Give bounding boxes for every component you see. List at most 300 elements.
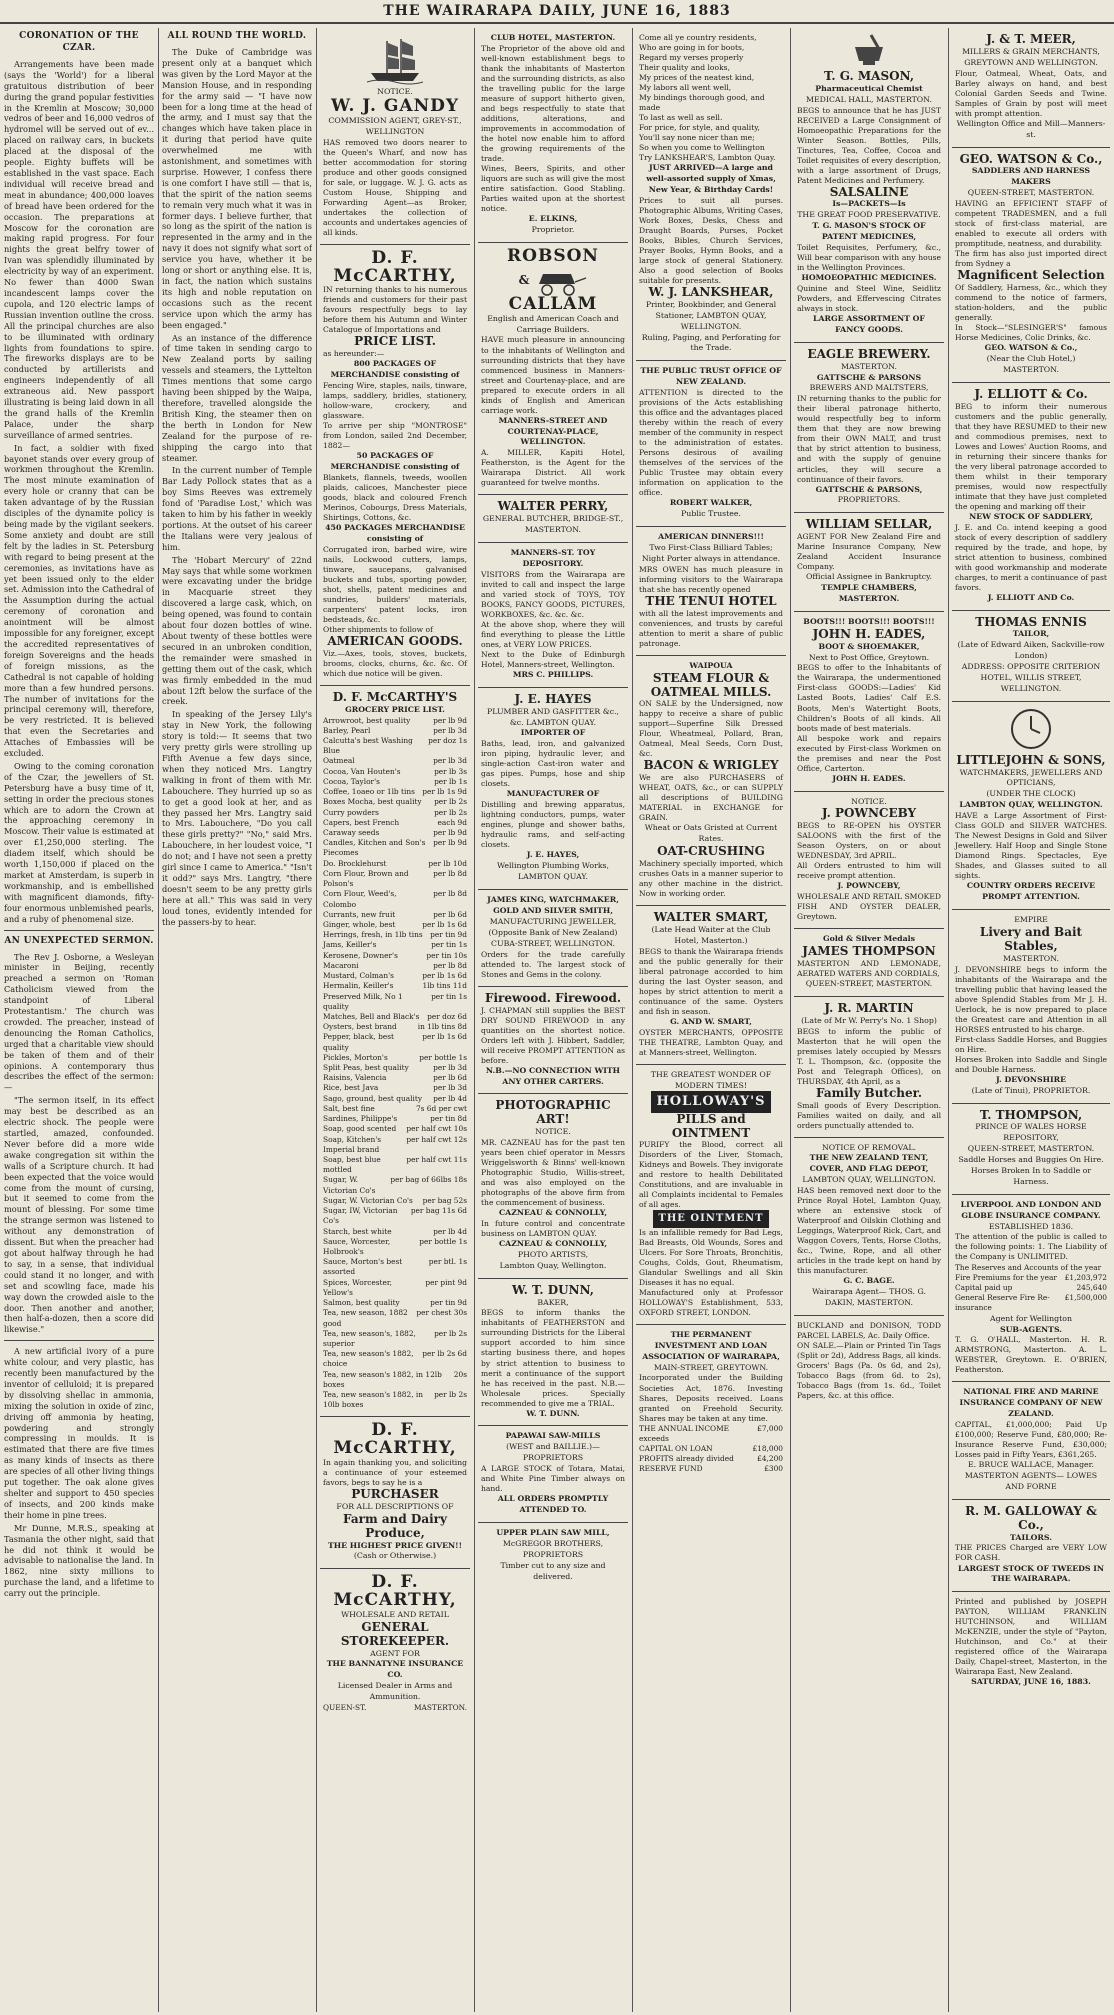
price-row [323,869,467,889]
ad-text: Official Assignee in Bankruptcy. [806,572,932,582]
price-row [323,859,467,869]
row-value: per lb 2s [434,1328,467,1338]
row-label: Tea, new season's 1882, choice [323,1349,414,1369]
row-label: Raisins, Valencia [323,1073,387,1083]
column-4 [478,28,628,2012]
ad-elliott [952,383,1110,611]
article-paragraph: The Rev J. Osborne, a Wesleyan minister in Beijing, recently preached a sermon on 'Roman Catholicism viewed from the standpoint of Liberal Protestantism.' The church was crowded. The preacher, instead of denouncing the Roman Catholics, urged that a charitable view should be taken of them and of their opinions. A contemporary thus describes the effect of the sermon:— [4,951,154,1093]
ad-text: The Proprietor of the above old and well-known establishment begs to thank the inhabitants of Masterton and the surrounding districts, as also the travelling public for the large measure of support hitherto given, and begs respectfully to state that additions, alterations, and improvements in accommodation of the hotel now enable him to afford the growing requirements of the trade. [481,43,625,164]
row-value: per lb 1s 9d [422,787,467,797]
ad-address: QUEEN-STREET, MASTERTON. [805,979,933,988]
ad-text: Prices to suit all purses. Photographic Albums, Writing Cases, Work Boxes, Desks, Chess and Draught Boards, Purses, Pocket Books, Bibles, Church Services, Prayer Books, Hymn Books, and a large stock of general Stationery. Also a good selection of Books suitable for presents. [639,195,783,286]
masthead [0,2,1114,24]
price-row [323,756,467,766]
ad-address: QUEEN-ST. MASTERTON. [323,1703,467,1713]
ad-text: CAPITAL, £1,000,000; Paid Up £100,000; Reserve Fund, £80,000; Re-Insurance Reserve Fund, £30,000; Losses paid in Fifty Years, £361,265. [955,1420,1107,1460]
row-value: per lb 2s [434,807,467,817]
column-rule [474,28,475,2012]
row-label: Pepper, black, best quality [323,1032,394,1052]
row-value: per lb 9d [433,838,467,848]
price-row [639,1454,783,1464]
row-label: Capital paid up [955,1282,1013,1292]
price-row [323,920,467,930]
ad-meer [952,28,1110,148]
ad-text: BEGS to inform the public of Masterton that he will open the premises lately occupied by Messrs T. L. Thompson, &c. (opposite the Post and Telegraph Offices), on THURSDAY, 4th April, as a [797,1026,941,1086]
ad-title: JAMES THOMPSON [802,944,936,959]
ad-text: Agent for Wellington [990,1313,1072,1323]
row-label: Kerosene, Downer's [323,950,398,960]
ad-eagle-brewery [794,343,944,513]
ad-lankshear [636,28,786,361]
row-label: Herrings, fresh, in 1lb tins [323,930,423,940]
row-label: Spices, Worcester, Yellow's [323,1277,392,1297]
ad-subheading: TAILOR, [1012,629,1050,639]
ad-on-sale [794,1316,944,1407]
ad-signature: J. DEVONSHIRE [995,1074,1067,1084]
price-row [323,1083,467,1093]
ad-james-king [478,890,628,987]
price-row [323,930,467,940]
ad-address: MEDICAL HALL, MASTERTON. [806,94,932,104]
ad-text: Flour, Oatmeal, Wheat, Oats, and Barley always on hand, and best Colonial Garden Seeds and Twine. Samples of Grain by post will meet with prompt attention. [955,68,1107,118]
row-value: per lb 2s 6d [422,1349,467,1359]
ad-text: HAVE much pleasure in announcing to the inhabitants of Wellington and surrounding districts that they have commenced business in Manners-street and Courtenay-place, and are prepared to execute orders in all kinds of English and American carriage work. [481,335,625,415]
divider [4,1340,154,1341]
ad-address: MASTERTON. [1003,953,1059,963]
ad-text: FOR ALL DESCRIPTIONS OF [336,1502,454,1512]
row-value: per tin 9d [430,1298,467,1308]
row-value: per lb 4d [433,1226,467,1236]
ad-address: MANNERS-STREET AND COURTENAY-PLACE, WELLINGTON. [498,415,608,447]
article-heading: CORONATION OF THE CZAR. [19,31,139,53]
mortar-pestle-icon [849,33,889,67]
sailing-ship-illustration [365,35,425,85]
ad-text: Fencing Wire, staples, nails, tinware, lamps, saddlery, bridles, stationery, hollow-ware, crockery, and glassware. [323,381,467,421]
ad-subheading: BAKER, [537,1297,569,1307]
ad-signature: JOHN H. EADES. [832,773,906,783]
ad-text: Two First-Class Billiard Tables; Night Porter always in attendance. [641,543,781,563]
ad-text: LARGEST STOCK OF TWEEDS IN THE WAIRARAPA. [957,1563,1105,1584]
row-value: £300 [764,1464,783,1474]
ad-text: A. MILLER, Kapiti Hotel, Featherston, is the Agent for the Wairarapa District. All work guaranteed for twelve months. [481,448,625,488]
row-label: Soap, best blue mottled [323,1155,381,1175]
ad-signature: J. POWNCEBY, [837,881,901,891]
row-label: Oatmeal [323,756,355,766]
price-row [323,1073,467,1083]
row-value: £18,000 [752,1444,783,1453]
ad-text: IN returning thanks to his numerous friends and customers for their past favours respectfully begs to lay before them his Autumn and Winter Catalogue of Importations and [323,285,467,335]
ad-papawai [478,1426,628,1523]
article-paragraph: Mr Dunne, M.R.S., speaking at Tasmania the other night, said that he did not think it would be advisable to nationalise the land. In 1862, nine sixty millions to purchase the land, and a lifetime to carry out the principle. [4,1522,154,1599]
ad-title: LIVERPOOL AND LONDON AND GLOBE INSURANCE COMPANY. [960,1199,1102,1220]
row-value: per tin 1s [431,940,467,950]
row-label: Sauce, Morton's best assorted [323,1257,403,1277]
price-row [323,818,467,828]
ad-text: THE GREAT FOOD PRESERVATIVE. [797,210,941,220]
ad-title: D. F. McCARTHY'S [332,689,458,704]
ad-text: Manufactured only at Professor HOLLOWAY'S Establishment, 533, OXFORD STREET, LONDON. [639,1287,783,1317]
row-label: Sardines, Philippe's [323,1114,398,1124]
row-value: £1,203,972 [1064,1272,1107,1282]
article-paragraph: A new artificial ivory of a pure white colour, and very plastic, has recently been manufactured by the inventor of celluloid; it is prepared by dissolving shellac in ammonia, mixing the solution in oxide of zinc, driving off ammonia by heating, powdering and strongly compressing in moulds. It is estimated that there are five times as many kinds of insects as there are species of all other living things put together. The oak alone gives shelter and support to 450 species of insects, and 200 kinds make their home in pine trees. [4,1346,154,1520]
row-label: Sauce, Worcester, Holbrook's [323,1236,391,1256]
ad-subheading: Pharmaceutical Chemist [815,83,923,93]
ad-photographic [478,1094,628,1278]
row-label: Sugar, W. Victorian Co's [323,1175,376,1195]
price-row [323,1135,467,1155]
ad-text: OYSTER MERCHANTS, OPPOSITE THE THEATRE, Lambton Quay, and at Manners-street, Wellington. [639,1027,783,1057]
ad-text: BEGS to RE-OPEN his OYSTER SALOONS with the first of the Season Oysters, on or about WEDNESDAY, 3rd APRIL. [797,821,941,861]
ad-thompson-aerated [794,929,944,997]
ad-signature: G. C. BAGE. [843,1276,895,1286]
ad-signature: ROBERT WALKER, [669,498,753,508]
ad-title: WALTER PERRY, [497,499,609,514]
ad-title: STEAM FLOUR & OATMEAL MILLS. [650,670,772,699]
ad-address: COMMISSION AGENT, GREY-ST., WELLINGTON [328,115,462,136]
ad-signature: GATTSCHE & PARSONS, [815,484,923,494]
article-heading: AN UNEXPECTED SERMON. [4,935,154,946]
ad-subheading: THE GREATEST WONDER OF MODERN TIMES! [650,1069,772,1090]
ad-sellar [794,513,944,612]
ad-hayes [478,688,628,890]
ad-text: Incorporated under the Building Societies Act, 1876. Investing Shares, Deposits received. Loans granted on Freehold Security. Shares may be taken at any time. [639,1373,783,1423]
ad-text: (UNDER THE CLOCK) [986,789,1076,799]
ad-address: Wellington Office and Mill—Manners-st. [956,118,1106,139]
column-3 [320,28,470,2012]
ad-subheading: JUST ARRIVED—A large and well-assorted supply of Xmas, New Year, & Birthday Cards! [646,163,776,195]
price-row [323,951,467,961]
ad-text: PURIFY the Blood, correct all Disorders of the Liver, Stomach, Kidneys and Bowels. They invigorate and restore to health Debilitated Constitutions, and are invaluable in all Complaints incidental to Females of all ages. [639,1140,783,1210]
ad-title: ROBSON [507,245,599,266]
ad-text: (Cash or Otherwise.) [353,1551,437,1561]
row-label: Tea, new season, 1882 good [323,1308,408,1328]
ad-subheading: GATTSCHE & PARSONS [816,372,922,382]
ad-title: W. J. LANKSHEAR, [648,285,774,300]
ad-text: T. G. O'HALL, Masterton. H. R. ARMSTRONG, Masterton. A. L. WEBSTER, Greytown. E. O'BRIEN, Featherston. [955,1335,1107,1375]
ad-subheading: IMPORTER OF [520,728,586,738]
ad-title: EAGLE BREWERY. [807,346,931,361]
row-value: 245,640 [1076,1282,1107,1292]
row-value: per pint 9d [425,1277,467,1287]
column-5 [636,28,786,2012]
ad-t-thompson [952,1104,1110,1195]
row-value: per doz 6d [427,1011,467,1021]
ad-martin-butcher [794,997,944,1138]
ad-text: In again thanking you, and soliciting a continuance of your esteemed favors, begs to say he is a [323,1458,467,1488]
price-row [323,1257,467,1277]
ad-subheading: 800 PACKAGES OF MERCHANDISE consisting of [330,359,460,380]
ad-text: Ruling, Paging, and Perforating for the Trade. [641,332,781,353]
row-value: per lb 6d [433,1073,467,1083]
ad-title: PILLS and OINTMENT [671,1111,751,1140]
row-label: Matches, Bell and Black's [323,1011,420,1021]
row-value: per chest 30s [416,1308,467,1318]
price-row [323,808,467,818]
row-label: RESERVE FUND [639,1464,703,1474]
ad-text: Corrugated iron, barbed wire, wire nails, Lockwood cutters, lamps, tinware, saucepans, galvanised buckets and tubs, sporting powder, shot, shells, patent medicines and sundries, builders' materials, carpenters' patent locks, iron bedsteads, &c. [323,544,467,625]
ad-text: MASTERTON AGENTS— LOWES AND FORNE [964,1471,1098,1492]
ad-text: BEGS to offer to the Inhabitants of the Wairarapa, the undermentioned First-class GOODS:—Ladies' Kid Lasted Boots, Ladies' Calf E.S. Boots, Men's Watertight Boots, Children's Boots of all kinds. All boots made of best materials. [797,663,941,733]
column-rule [790,28,791,2012]
row-label: Soap, Kitchen's Imperial brand [323,1134,382,1154]
carriage-illustration-row [481,266,625,296]
row-label: Rice, best Java [323,1083,379,1093]
row-value: £7,000 [757,1423,783,1433]
ad-subheading: MANUFACTURER OF [506,789,600,799]
ad-title: Firewood. Firewood. [484,990,622,1005]
ad-subheading: Farm and Dairy Produce, [343,1511,447,1540]
ad-title: J. ELLIOTT & Co. [974,386,1088,401]
price-row [323,1390,467,1410]
ad-banner: BOOTS!!! BOOTS!!! BOOTS!!! [803,616,935,626]
row-label: Mustard, Colman's [323,971,394,981]
ad-walter-smart [636,906,786,1065]
ad-text: The firm has also just imported direct from Sydney a [955,249,1107,269]
row-label: Curry powders [323,807,379,817]
ad-subheading: NOTICE. [851,796,887,806]
ad-title: CALLAM [508,293,598,314]
row-value: per lb 1s [434,776,467,786]
ad-text: COUNTRY ORDERS RECEIVE PROMPT ATTENTION. [966,881,1096,902]
ad-text: Toilet Requisites, Perfumery, &c., Will bear comparison with any house in the Wellington Provinces. [797,243,941,273]
ad-mccarthy [320,245,470,686]
row-value: per btl. 1s [428,1257,467,1267]
row-value: £1,500,000 [1064,1293,1107,1303]
ad-text: Licensed Dealer in Arms and Ammunition. [337,1681,453,1702]
ad-subheading: 450 PACKAGES MERCHANDISE consisting of [325,523,465,544]
row-label: Starch, best white [323,1226,392,1236]
ad-text: BUCKLAND and DONISON, TODD PARCEL LABELS, Ac. Daily Office. [797,1321,941,1341]
price-row [323,1278,467,1298]
ad-text: J. CHAPMAN still supplies the BEST DRY SOUND FIREWOOD in any quantities on the shortest notice. Orders left with J. Hibbert, Saddler, will receive PROMPT ATTENTION as before. [481,1005,625,1065]
article-paragraph: "The sermon itself, in its effect may best be described as an electric shock. The people were startled, amazed, confounded. Never before did a more wide awake congregation sit within the walls of a Scripture church. It had been expected that the voice would come from the mount of cursing, but it seemed to come from the mount of blessing. For some time the strange sermon was listened to without any demonstration of dissent. But when the preacher had got about halfway through he had to say, in a sense, that individual could stand it no longer, and with set and scowling face, made his way down the crowded aisle to the door. Then another and another, then half-a-dozen, then a score did likewise." [4,1095,154,1335]
ad-address: LAMBTON QUAY, WELLINGTON. [802,1175,936,1185]
ad-littlejohn [952,702,1110,910]
ad-subheading: AMERICAN GOODS. [327,634,463,649]
column-2 [162,28,312,2012]
ad-subheading: (Late of Mr W. Perry's No. 1 Shop) [801,1015,937,1025]
ad-address: MAIN-STREET, GREYTOWN. [653,1362,769,1372]
ad-text: AGENT FOR [370,1648,420,1658]
article-paragraph: The Duke of Cambridge was present only at a banquet which was given by the Lord Mayor at the Mansion House, and in responding for the army said — "I have now been for a long time at the head of the army, and I must say that the changes which have taken place in it during that period have quite overwhelmed me with astonishment, and sometimes with surprise. However, I confess there is one comfort I have still — that is, that the spirit of the nation seems to remain very much what it was in former days. I believe further, that so long as the spirit of the nation is represented in the army and in the navy it does not signify what sort of service you have, whether it be long or short or anything else. It is, in fact, the nation which sustains its high and noble reputation on occasions such as the recent service upon which the army has been engaged." [162,46,312,330]
ad-subheading: Family Butcher. [815,1085,923,1100]
ad-text: Wheat or Oats Gristed at Current Rates. [644,823,778,844]
financial-summary [639,1424,783,1475]
ad-title: THE TENUI HOTEL [645,593,777,608]
ad-title: T. G. MASON, [823,68,914,83]
price-row [323,961,467,971]
ad-title: THE NEW ZEALAND TENT, COVER, AND FLAG DEPOT, [809,1153,929,1174]
price-row [323,838,467,858]
article-paragraph: As an instance of the difference of time taken in sending cargo to New Zealand ports by sailing vessels and steamers, the Lyttelton Times mentions that some cargo having been shipped by the Waipa, therefore, travelled alongside the British King, the steamer then on the berth in London for New Zealand for the purpose of re-shipping the cargo into that steamer. [162,332,312,463]
ad-title: W. T. DUNN, [512,1282,594,1297]
ad-text: HAS removed two doors nearer to the Queen's Wharf, and now has better accommodation for storing produce and other goods consigned for sale, or luggage. W. J. G. acts as Custom House, Shipping and Forwarding Agent—as Broker, undertakes the collection of accounts and undertakes agencies of all kinds. [323,137,467,237]
row-label: Capers, best French [323,817,400,827]
price-row [323,1124,467,1134]
price-row [323,716,467,726]
divider [4,930,154,931]
ad-text: We are also PURCHASERS of WHEAT, OATS, &c., or can SUPPLY all descriptions of BUILDING MATERIAL in EXCHANGE for GRAIN. [639,773,783,823]
ad-subheading: HOMOEOPATHIC MEDICINES. [801,273,937,283]
price-row [323,1308,467,1328]
ad-subheading: LARGE ASSORTMENT OF FANCY GOODS. [813,314,925,334]
ad-subheading: Magnificent Selection [957,268,1105,283]
row-label: Cocoa, Taylor's [323,776,380,786]
ad-text: Horses Broken into Saddle and Single and Double Harness. [955,1054,1107,1074]
ad-subheading: EMPIRE [1014,915,1048,925]
row-label: Soap, good scented [323,1124,397,1134]
row-value: each 9d [437,817,467,827]
row-label: Tea, new season's, 1882, superior [323,1328,416,1348]
row-label: Corn Flour, Weed's, Colombo [323,889,397,909]
ad-firewood [478,987,628,1095]
grocery-price-list [323,716,467,1411]
price-row [639,1424,783,1444]
ad-subheading: SADDLERS AND HARNESS MAKERS [971,166,1091,187]
ad-text: N.B.—NO CONNECTION WITH ANY OTHER CARTERS. [485,1065,621,1086]
price-row [323,1012,467,1022]
ad-club-hotel [478,28,628,243]
row-value: per bottle 1s [419,1236,467,1246]
row-label: Jams, Keiller's [323,940,377,950]
price-row [955,1293,1107,1313]
ad-subheading: (Late Head Waiter at the Club Hotel, Masterton.) [651,924,771,945]
ad-role: Proprietor. [531,225,575,235]
row-label: Macaroni [323,960,359,970]
ad-title: WALTER SMART, [653,909,769,924]
price-row [323,726,467,736]
financial-summary [955,1263,1107,1314]
ad-role: PROPRIETORS. [837,495,901,505]
ad-public-trust [636,361,786,527]
ad-text: Blankets, flannels, tweeds, woollen plaids, calicoes, Manchester piece goods, black and coloured French Merinos, Cobourgs, Dress Materials, Shirtings, Cottons, &c. [323,473,467,523]
ad-subheading: CAZNEAU & CONNOLLY, [498,1208,608,1218]
ad-subheading: SUB-AGENTS. [999,1324,1063,1334]
ad-text: HAVING an EFFICIENT STAFF of competent TRADESMEN, and a full stock of first-class material, are enabled to execute all orders with promptitude, neatness, and durability. [955,199,1107,249]
ad-subheading: English and American Coach and Carriage Builders. [487,313,619,334]
ad-banner: HOLLOWAY'S [651,1091,770,1112]
ad-text: WHOLESALE AND RETAIL [341,1610,449,1620]
ad-permanent-investment [636,1325,786,1481]
ad-subheading: BOOT & SHOEMAKER, [818,641,920,651]
price-row [323,1196,467,1206]
row-label: Boxes Mocha, best quality [323,797,422,807]
row-value: per lb 1s 6d [422,919,467,929]
price-row [955,1283,1107,1293]
row-label: Preserved Milk, No 1 quality [323,991,403,1011]
price-row [955,1273,1107,1283]
carriage-icon [535,266,587,296]
ad-text: BEG to inform their numerous customers and the public generally, that they have RESUMED to their new and commodious premises, next to Lowes and Lowes' Auction Rooms, and in returning their sincere thanks for the very liberal patronage accorded to them whilst in their temporary premises, would now respectfully intimate that they have just completed the opening and marking off their [955,401,1107,511]
row-value: per half cwt 11s [406,1155,467,1165]
ad-toy-depository [478,543,628,688]
ad-subheading: ESTABLISHED 1836. [988,1221,1074,1231]
price-row [639,1444,783,1454]
ad-text: J. E. and Co. intend keeping a good stock of every description of saddlery required by the trade, and hope, by strict attention to business, combined with good workmanship and moderate charges, to merit a continuance of past favors. [955,522,1107,592]
ad-subheading: PRINCE OF WALES HORSE REPOSITORY, [975,1122,1087,1143]
price-row [323,797,467,807]
ad-address: Lambton Quay, Wellington. [499,1260,607,1270]
ad-text: Other shipments to follow of [323,625,433,635]
ad-text: Next to the Duke of Edinburgh Hotel, Manners-street, Wellington. [481,649,625,669]
ad-text: Orders for the trade carefully attended to. The largest stock of Stones and Gems in the colony. [481,949,625,979]
price-row [323,1175,467,1195]
price-row [323,1114,467,1124]
ad-text: (Near the Club Hotel,) [986,353,1076,363]
ad-subheading: PRICE LIST. [354,334,436,349]
ad-text: Baths, lead, iron, and galvanized iron piping, hydraulic lever, and single-action Cast-iron water and gas pipes. Pumps, hose and ship closets. [481,739,625,789]
ad-text: The attention of the public is called to the following points: 1. The Liability of the Company is UNLIMITED. [955,1232,1107,1262]
row-value: per lb 3d [433,1063,467,1073]
price-row [323,889,467,909]
ad-mccarthy-store [320,1569,470,1719]
price-row [323,767,467,777]
ad-text: ALL ORDERS PROMPTLY ATTENDED TO. [497,1494,609,1515]
ad-text: Horses Broken In to Saddle or Harness. [970,1165,1092,1186]
ad-title: NATIONAL FIRE AND MARINE INSURANCE COMPANY OF NEW ZEALAND. [959,1387,1103,1419]
ad-text: VISITORS from the Wairarapa are invited to call and inspect the large and varied stock of TOYS, TOY BOOKS, FANCY GOODS, PICTURES, WORKBOXES, &c. &c. &c. [481,569,625,619]
ad-subheading: WATCHMAKERS, JEWELLERS AND OPTICIANS, [959,767,1103,788]
ad-text: In future control and concentrate business on LAMBTON QUAY. [481,1218,625,1238]
ad-subheading: PURCHASER [351,1487,439,1502]
ad-text: A LARGE STOCK of Totara, Matai, and White Pine Timber always on hand. [481,1464,625,1494]
ad-text: BREWERS AND MALTSTERS, [809,383,929,393]
ad-address: TEMPLE CHAMBERS, MASTERTON. [821,583,917,604]
row-label: Ginger, whole, best [323,919,396,929]
newspaper-title: THE WAIRARAPA DAILY, JUNE 16, 1883 [383,3,731,19]
ad-address: WELLINGTON. [1000,683,1062,693]
row-value: per tin 10s [426,950,467,960]
row-label: Coffee, 1oaeo or 1lb tins [323,787,415,797]
price-row [323,1032,467,1052]
ad-text: ON SALE by the Undersigned, now happy to receive a share of public support—Superfine Silk Dressed Flour, Wheatmeal, Pollard, Bran, Oatmeal, Meal Seeds, Corn Dust, &c. [639,699,783,759]
row-value: per lb 8d [433,889,467,899]
price-row [639,1464,783,1474]
ad-subheading: 50 PACKAGES OF MERCHANDISE consisting of [330,451,460,472]
article-paragraph: In fact, a soldier with fixed bayonet stands over every group of workmen throughout the Kremlin. The most minute examination of every hole or cranny that can be taken advantage of by the Russian disciples of the dynamite policy is being made by the vigilant seekers. Some anxiety and doubt are still felt by the ladies in St. Petersburg with regard to being present at the ceremonies, as invitations have as yet been issued only to the elder set. Admission into the Cathedral of the Assumption during the actual ceremony of coronation and anointment will be almost impossible for any foreigner, except the accredited representatives of foreign Sovereigns and the heads of foreign missions, as the Cathedral is not capable of holding more than a few hundred persons. The number of invitations for the principal ceremony will, therefore, be very restricted. It is believed that even the Secretaries and Attaches of Embassies will be excluded. [4,442,154,759]
ad-text: MR. CAZNEAU has for the past ten years been chief operator in Messrs Wriggelsworth & Binns' well-known Photographic Studio, Willis-street, and was also employed on the photographs of the above firm from the commencement of business. [481,1137,625,1208]
ad-subheading: PLUMBER AND GASFITTER &c., &c. LAMBTON QUAY. [486,706,620,727]
row-label: Cocoa, Van Houten's [323,766,401,776]
ad-address: LAMBTON QUAY, WELLINGTON. [959,800,1103,810]
row-value: 1lb tins 11d [422,981,467,991]
article-paragraph: Arrangements have been made (says the 'World') for a liberal gratuitous distribution of beer during the grand popular festivities in the Kremlin at Moscow; 30,000 vedros of beer and 16,000 vedros of hydromel will be served out of ev... placed on railway cars, in buckets placed at the disposal of the people. Eighty buffets will be established in the vast space. Each individual will receive bread and meat in abundance; 400,000 loaves of bread have been ordered for the occasion. The preparations at Moscow for the coronation are making rapid progress. For four nights the great belfry tower of Ivan was splendidly illuminated by electricity by way of an experiment. No fewer than 4000 Swan incandescent lamps cover the cupola, and 120 electric lamps of Russian invention outline the cross. All the principal churches are also to be illuminated with ordinary lights from foundations to spire. The fireworks displays are to be conducted by artillerists and engineers independently of all extraneous aid. New passport illustrating is being laid down in all the grand halls of the Kremlin Palace, under the sharp surveillance of armed sentries. [4,58,154,440]
imprint [952,1592,1110,1694]
ad-signature: CAZNEAU & CONNOLLY, [498,1239,608,1248]
price-row [323,1063,467,1073]
row-label: General Reserve Fire Re-insurance [955,1293,1050,1313]
row-label: Currants, new fruit [323,909,396,919]
ad-text: Timber cut to any size and delivered. [500,1560,606,1581]
row-value: per tin 1s [431,991,467,1001]
price-row [323,992,467,1012]
ad-subheading: GROCERY PRICE LIST. [345,704,445,714]
ad-text: Is—PACKETS—Is [832,199,906,209]
ad-title: WILLIAM SELLAR, [805,517,933,532]
imprint-date: SATURDAY, JUNE 16, 1883. [971,1677,1091,1687]
column-rule [632,28,633,2012]
article-paragraph: In speaking of the Jersey Lily's stay in New York, the following story is told:— It seems that two very pretty girls were strolling up Fifth Avenue a few days since, when they noticed Mrs. Langtry walking in front of them with Mr. Labouchere. They hurried up so as to get a good look at her, and as they passed her Mrs. Langtry said to Mrs. Labouchere, "Do you call these girls pretty?" "No," said Mrs. Labouchere, in her loudest voice, "I do not; and I have not seen a pretty girl since I came to America." "Isn't it odd?" says Mrs. Langtry, "there doesn't seem to be any pretty girls here at all." This was said in very loud tones, evidently intended for the passers-by to hear. [162,709,312,927]
row-label: Hermalin, Keiller's [323,981,394,991]
ad-text: E. BRUCE WALLACE, Manager. [967,1460,1095,1470]
ad-tenui-hotel [636,527,786,656]
ad-text: GENERAL BUTCHER, BRIDGE-ST., MASTERTON. [482,514,624,535]
ad-title: W. J. GANDY [331,95,459,116]
row-value: per lb 2s [434,797,467,807]
ad-role: PHOTO ARTISTS, [517,1249,589,1259]
ad-text: Is an infallible remedy for Bad Legs, Bad Breasts, Old Wounds, Sores and Ulcers. For Sore Throats, Bronchitis, Coughs, Colds, Gout, Rheumatism, Glandular Swellings and all Skin Diseases it has no equal. [639,1227,783,1287]
ad-subheading: McGREGOR BROTHERS, PROPRIETORS [502,1538,604,1559]
